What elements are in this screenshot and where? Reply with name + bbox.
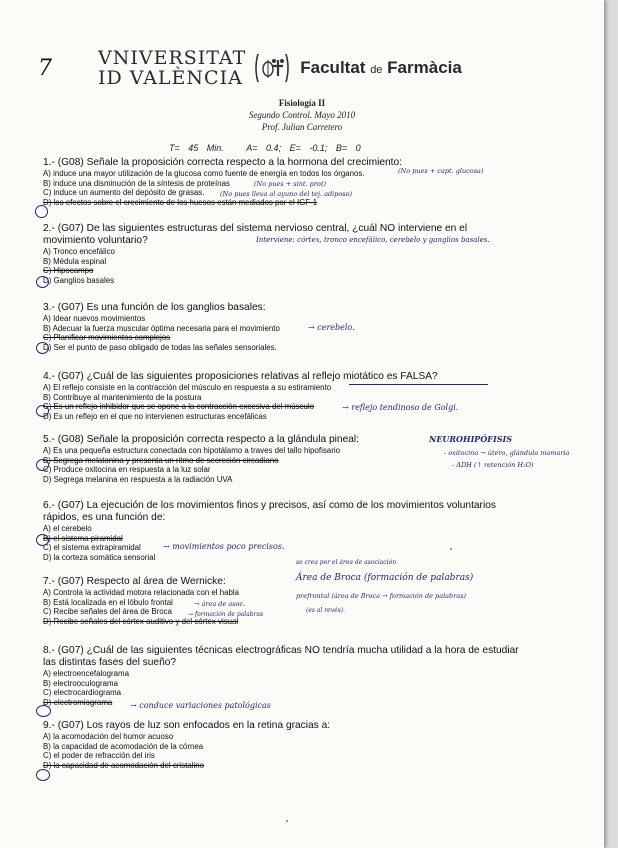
question-9 (43, 720, 330, 770)
option-c[interactable]: C) Hipocampo (43, 266, 94, 276)
question-2 (43, 223, 493, 285)
page-number: 7 (38, 56, 52, 81)
option-c[interactable]: C) el sistema extrapiramidal (43, 543, 141, 553)
annotation-q1-a: (No pues + capt. glucosa) (398, 167, 484, 175)
annotation-q7-top: se crea por el área de asociación (296, 559, 397, 566)
option-c[interactable]: C) Planificar movimientos complejos (43, 333, 171, 343)
option-d[interactable]: D) la capacidad de acomodación del cristalino (43, 760, 204, 770)
option-d[interactable]: D) los efectos sobre el crecimiento de los huesos están mediados por el IGF-1 (43, 197, 318, 207)
option-a[interactable]: A) El reflejo consiste en la contracción del músculo en respuesta a su estiramiento (43, 383, 332, 392)
answer-circle-q8 (36, 705, 51, 717)
university-name-line1: VNIVERSITAT (98, 47, 247, 69)
course-subject: Fisiología II (278, 98, 326, 108)
annotation-q5-line1: - oxitocina → útero, glándula mamaria (444, 449, 570, 457)
annotation-q5-line2: - ADH (↑ retención H₂O) (452, 461, 534, 469)
exam-time: T= 45 Min. (169, 143, 224, 153)
question-title: 3.- (G07) Es una función de los ganglios basales: (43, 302, 266, 313)
option-b[interactable]: B) el sistema piramidal (43, 533, 123, 543)
annotation-q7-c2: (es al revés). (306, 607, 345, 614)
question-6 (43, 500, 523, 562)
annotation-q7-broca: Área de Broca (formación de palabras) (296, 573, 474, 583)
option-a[interactable]: A) Idear nuevos movimientos (43, 314, 146, 323)
annotation-q7-prefrontal: prefrontal (área de Broca → formación de palabras) (296, 592, 467, 600)
answer-circle-q6 (36, 534, 49, 546)
option-b[interactable]: B) electrooculograma (43, 678, 118, 688)
option-b[interactable]: B) Contribuye al mantenimiento de la postura (43, 392, 202, 402)
option-a[interactable]: A) Controla la actividad motora relacionada con el habla (43, 588, 240, 597)
option-b[interactable]: B) induce una disminución de la síntesis de proteínas (43, 178, 230, 188)
option-b[interactable]: B) Está localizada en el lóbulo frontal (43, 597, 173, 607)
answer-circle-q3 (36, 342, 49, 354)
option-b[interactable]: B) Segrega melatonina y presenta un ritmo de secreción circadiano (43, 455, 279, 465)
exam-timing (169, 143, 361, 153)
annotation-q1-c: (No pues lleva al ayuno del tej. adiposo) (220, 190, 353, 198)
option-a[interactable]: A) el cerebelo (43, 524, 92, 533)
option-c[interactable]: C) induce un aumento del depósito de grasas. (43, 188, 205, 198)
option-d[interactable]: D) Ser el punto de paso obligado de todas las señales sensoriales. (43, 342, 277, 352)
answer-circle-q2 (36, 276, 49, 288)
underline-q4 (349, 384, 488, 385)
university-logo-text (98, 48, 246, 88)
option-b[interactable]: B) Médula espinal (43, 256, 107, 266)
question-title: 5.- (G08) Señale la proposición correcta respecto a la glándula pineal: (43, 434, 359, 445)
annotation-q1-b: (No pues + sint. prot) (254, 180, 326, 188)
scan-speck (286, 820, 288, 822)
university-name-line2: ID VALÈNCIA (98, 67, 243, 89)
option-d[interactable]: D) Segrega melanina en respuesta a la radiación UVA (43, 474, 233, 484)
exam-title: Segundo Control. Mayo 2010 (248, 110, 356, 120)
question-title: 7.- (G07) Respecto al área de Wernicke: (43, 576, 226, 587)
option-a[interactable]: A) la acomodación del humor acuoso (43, 732, 174, 741)
question-title: 1.- (G08) Señale la proposición correcta respecto a la hormona del crecimiento: (43, 157, 403, 168)
question-title: 4.- (G07) ¿Cuál de las siguientes proposiciones relativas al reflejo miotático es FALSA? (43, 371, 438, 382)
question-4 (43, 371, 438, 421)
option-d[interactable]: D) Recibe señales del córtex auditivo y del córtex visual (43, 616, 239, 626)
annotation-q4: → reflejo tendinoso de Golgi. (342, 403, 459, 412)
option-c[interactable]: C) el poder de refracción del iris (43, 751, 155, 761)
question-title: 8.- (G07) ¿Cuál de las siguientes técnicas electrográficas NO tendría mucha utilidad a la hora de estudiar las distintas fases del sueño? (43, 645, 519, 668)
option-b[interactable]: B) la capacidad de acomodación de la córnea (43, 741, 204, 751)
answer-circle-q9 (36, 769, 50, 781)
question-title: 2.- (G07) De las siguientes estructuras del sistema nervioso central, ¿cuál NO interviene en el movimiento voluntario? (43, 223, 468, 246)
annotation-q2: Interviene: córtex, tronco encefálico, cerebelo y ganglios basales. (256, 236, 490, 244)
faculty-prefix: Facultat (300, 58, 366, 77)
professor: Prof. Julian Carretero (261, 122, 343, 132)
option-b[interactable]: B) Adecuar la fuerza muscular óptima necesaria para el movimiento (43, 323, 280, 333)
option-a[interactable]: A) electroencefalograma (43, 669, 129, 678)
answer-circle-q5 (36, 459, 49, 471)
option-d[interactable]: D) electromiograma (43, 697, 113, 707)
option-a[interactable]: A) Es una pequeña estructura conectada con hipotálamo a traves del tallo hipofisario (43, 446, 340, 455)
question-3 (43, 302, 280, 352)
option-d[interactable]: D) Ganglios basales (43, 275, 115, 285)
question-title: 6.- (G07) La ejecución de los movimientos finos y precisos, así como de los movimientos voluntarios rápidos, es una función de: (43, 500, 496, 523)
question-1 (43, 157, 402, 207)
faculty-title: Farmàcia (387, 58, 462, 77)
scan-speck (450, 548, 452, 550)
university-seal-icon (252, 48, 292, 88)
option-a[interactable]: A) Tronco encefálico (43, 247, 115, 256)
answer-circle-q4 (36, 405, 49, 417)
annotation-q5-heading: NEUROHIPÓFISIS (429, 434, 513, 444)
annotation-q7-c1: → formación de palabras (188, 611, 264, 618)
annotation-q6: → movimientos poco precisos. (163, 542, 285, 551)
option-d[interactable]: D) la corteza somática sensorial (43, 552, 156, 562)
option-c[interactable]: C) electrocardiograma (43, 688, 122, 698)
faculty-name (300, 58, 462, 78)
option-a[interactable]: A) induce una mayor utilización de la glucosa como fuente de energía en todos los órganos. (43, 169, 365, 178)
question-5 (43, 434, 359, 484)
option-c[interactable]: C) Recibe señales del área de Broca (43, 607, 172, 617)
question-8 (43, 645, 523, 707)
question-title: 9.- (G07) Los rayos de luz son enfocados en la retina gracias a: (43, 720, 331, 731)
scoring-rule: A= 0.4; E= -0.1; B= 0 (246, 143, 361, 153)
university-header (98, 48, 462, 88)
option-d[interactable]: D) Es un reflejo en el que no intervienen estructuras encefálicas (43, 411, 267, 421)
option-c[interactable]: C) Produce oxitocina en respuesta a la luz solar (43, 465, 211, 475)
annotation-q3: → cerebelo. (308, 323, 355, 332)
annotation-q7-b: → área de asoc. (194, 600, 246, 608)
annotation-q8: → conduce variaciones patológicas (130, 701, 271, 710)
answer-circle-q1 (35, 205, 48, 218)
faculty-de: de (370, 64, 383, 76)
option-c[interactable]: C) Es un reflejo inhibidor que se opone a la contracción excesiva del músculo (43, 402, 315, 412)
